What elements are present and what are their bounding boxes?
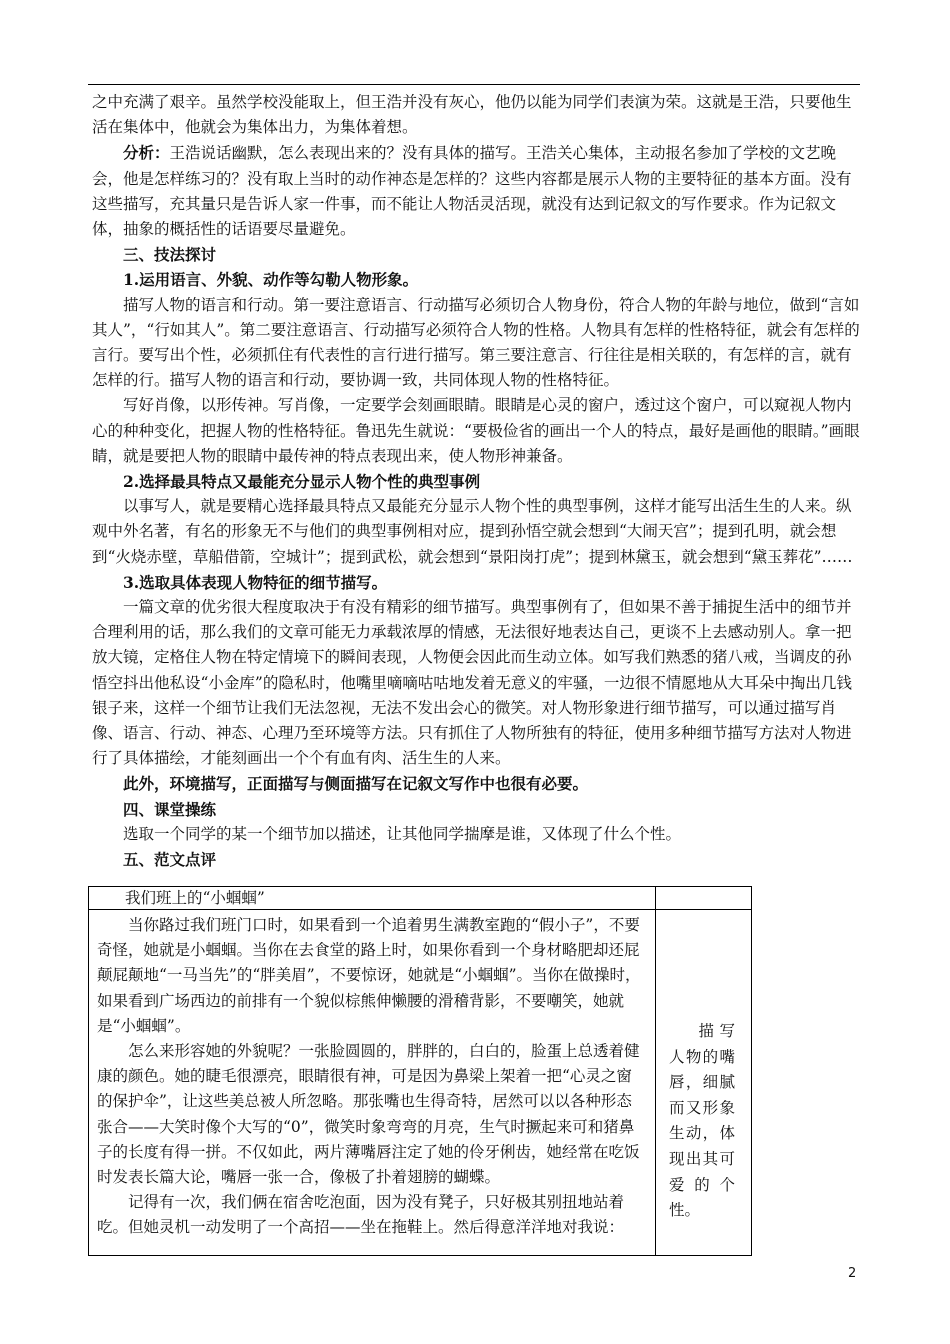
analysis-text: 王浩说话幽默，怎么表现出来的？没有具体的描写。王浩关心集体，主动报名参加了学校的文艺晚会，他是怎样练习的？没有取上当时的动作神态是怎样的？这些内容都是展示人物的主要特征的基本方面。没有这些描写，充其量只是告诉人家一件事，而不能让人物活灵活现，就没有达到记叙文的写作要求。作为记叙文体，抽象的概括性的话语要尽量避免。 — [92, 144, 852, 239]
section-heading-3: 三、技法探讨 — [123, 245, 217, 265]
body-text — [92, 90, 860, 872]
section-heading-4: 四、课堂操练 — [123, 799, 217, 819]
analysis-label: 分析： — [123, 143, 170, 163]
paragraph-typical-events: 以事写人，就是要精心选择最具特点又最能充分显示人物个性的典型事例，这样才能写出活生生的人来。纵观中外名著，有名的形象无不与他们的典型事例相对应，提到孙悟空就会想到“大闹天宫”；提到孔明，就会想到“火烧赤壁，草船借箭，空城计”；提到武松，就会想到“景阳岗打虎”；提到林黛玉，就会想到“黛玉葬花”…… — [92, 497, 853, 566]
paragraph-portrait: 写好肖像，以形传神。写肖像，一定要学会刻画眼睛。眼睛是心灵的窗户，透过这个窗户，可以窥视人物内心的种种变化，把握人物的性格特征。鲁迅先生就说：“要极俭省的画出一个人的特点，最好是画他的眼睛。”画眼睛，就是要把人物的眼睛中最传神的特点表现出来，使人物形神兼备。 — [92, 396, 860, 465]
subheading-2: 2.选择最具特点又最能充分显示人物个性的典型事例 — [123, 472, 481, 492]
analysis-paragraph — [92, 140, 860, 242]
paragraph-practice: 选取一个同学的某一个细节加以描述，让其他同学揣摩是谁，又体现了什么个性。 — [123, 824, 682, 843]
subheading-3: 3.选取具体表现人物特征的细节描写。 — [123, 572, 388, 592]
paragraph-continuation: 之中充满了艰辛。虽然学校没能取上，但王浩并没有灰心，他仍以能为同学们表演为荣。这就是王浩，只要他生活在集体中，他就会为集体出力，为集体着想。 — [92, 93, 852, 137]
paragraph-detail-description: 一篇文章的优劣很大程度取决于有没有精彩的细节描写。典型事例有了，但如果不善于捕捉生活中的细节并合理利用的话，那么我们的文章可能无力承载浓厚的情感，无法很好地表达自己，更谈不上去感动别人。拿一把放大镜，定格住人物在特定情境下的瞬间表现，人物便会因此而生动立体。如写我们熟悉的猪八戒，当调皮的孙悟空抖出他私设“小金库”的隐私时，他嘴里嘀嘀咕咕地发着无意义的牢骚，一边很不情愿地从大耳朵中掏出几钱银子来，这样一个细节让我们无法忽视，无法不发出会心的微笑。对人物形象进行细节描写，可以通过描写肖像、语言、行动、神态、心理乃至环境等方法。只有抓住了人物所独有的特征，使用多种细节描写方法对人物进行了具体描绘，才能刻画出一个个有血有肉、活生生的人来。 — [92, 598, 852, 768]
bold-note: 此外，环境描写，正面描写与侧面描写在记叙文写作中也很有必要。 — [123, 774, 589, 794]
column-divider — [655, 887, 656, 1255]
paragraph-language-action: 描写人物的语言和行动。第一要注意语言、行动描写必须切合人物身份，符合人物的年龄与地位，做到“言如其人”，“行如其人”。第二要注意语言、行动描写必须符合人物的性格。人物具有怎样的性格特征，就会有怎样的言行。要写出个性，必须抓住有代表性的言行进行描写。第三要注意言、行往往是相关联的，有怎样的言，就有怎样的行。描写人物的语言和行动，要协调一致，共同体现人物的性格特征。 — [92, 295, 860, 390]
section-heading-5: 五、范文点评 — [123, 850, 217, 870]
comment-text: 描写人物的嘴唇，细腻而又形象生动，体现出其可爱的个性。 — [669, 1022, 735, 1220]
essay-paragraph: 怎么来形容她的外貌呢？一张脸圆圆的，胖胖的，白白的，脸蛋上总透着健康的颜色。她的睫毛很漂亮，眼睛很有神，可是因为鼻梁上架着一把“心灵之窗的保护伞”，让这些美总被人所忽略。那张嘴也生得奇特，居然可以以各种形态张合——大笑时像个大写的“0”，微笑时象弯弯的月亮，生气时撅起来可和猪鼻子的长度有得一拼。不仅如此，两片薄嘴唇注定了她的伶牙俐齿，她经常在吃饭时发表长篇大论，嘴唇一张一合，像极了扑着翅膀的蝴蝶。 — [97, 1042, 640, 1187]
essay-title-cell — [89, 887, 655, 910]
subheading-1: 1.运用语言、外貌、动作等勾勒人物形象。 — [123, 270, 419, 290]
page-number: 2 — [848, 1266, 857, 1281]
essay-paragraph: 记得有一次，我们俩在宿舍吃泡面，因为没有凳子，只好极其别扭地站着吃。但她灵机一动发明了一个高招——坐在拖鞋上。然后得意洋洋地对我说： — [97, 1193, 625, 1237]
essay-title: 我们班上的“小蝈蝈” — [125, 889, 265, 907]
essay-body — [97, 913, 647, 1241]
comment-header-cell — [656, 887, 751, 910]
header-rule — [88, 84, 860, 85]
comment-cell — [669, 1019, 735, 1224]
essay-paragraph: 当你路过我们班门口时，如果看到一个追着男生满教室跑的“假小子”，不要奇怪，她就是小蝈蝈。当你在去食堂的路上时，如果你看到一个身材略肥却还屁颠屁颠地“一马当先”的“胖美眉”，不要惊讶，她就是“小蝈蝈”。当你在做操时，如果看到广场西边的前排有一个貌似棕熊伸懒腰的滑稽背影，不要嘲笑，她就是“小蝈蝈”。 — [97, 916, 641, 1035]
sample-essay-table — [88, 886, 752, 1256]
